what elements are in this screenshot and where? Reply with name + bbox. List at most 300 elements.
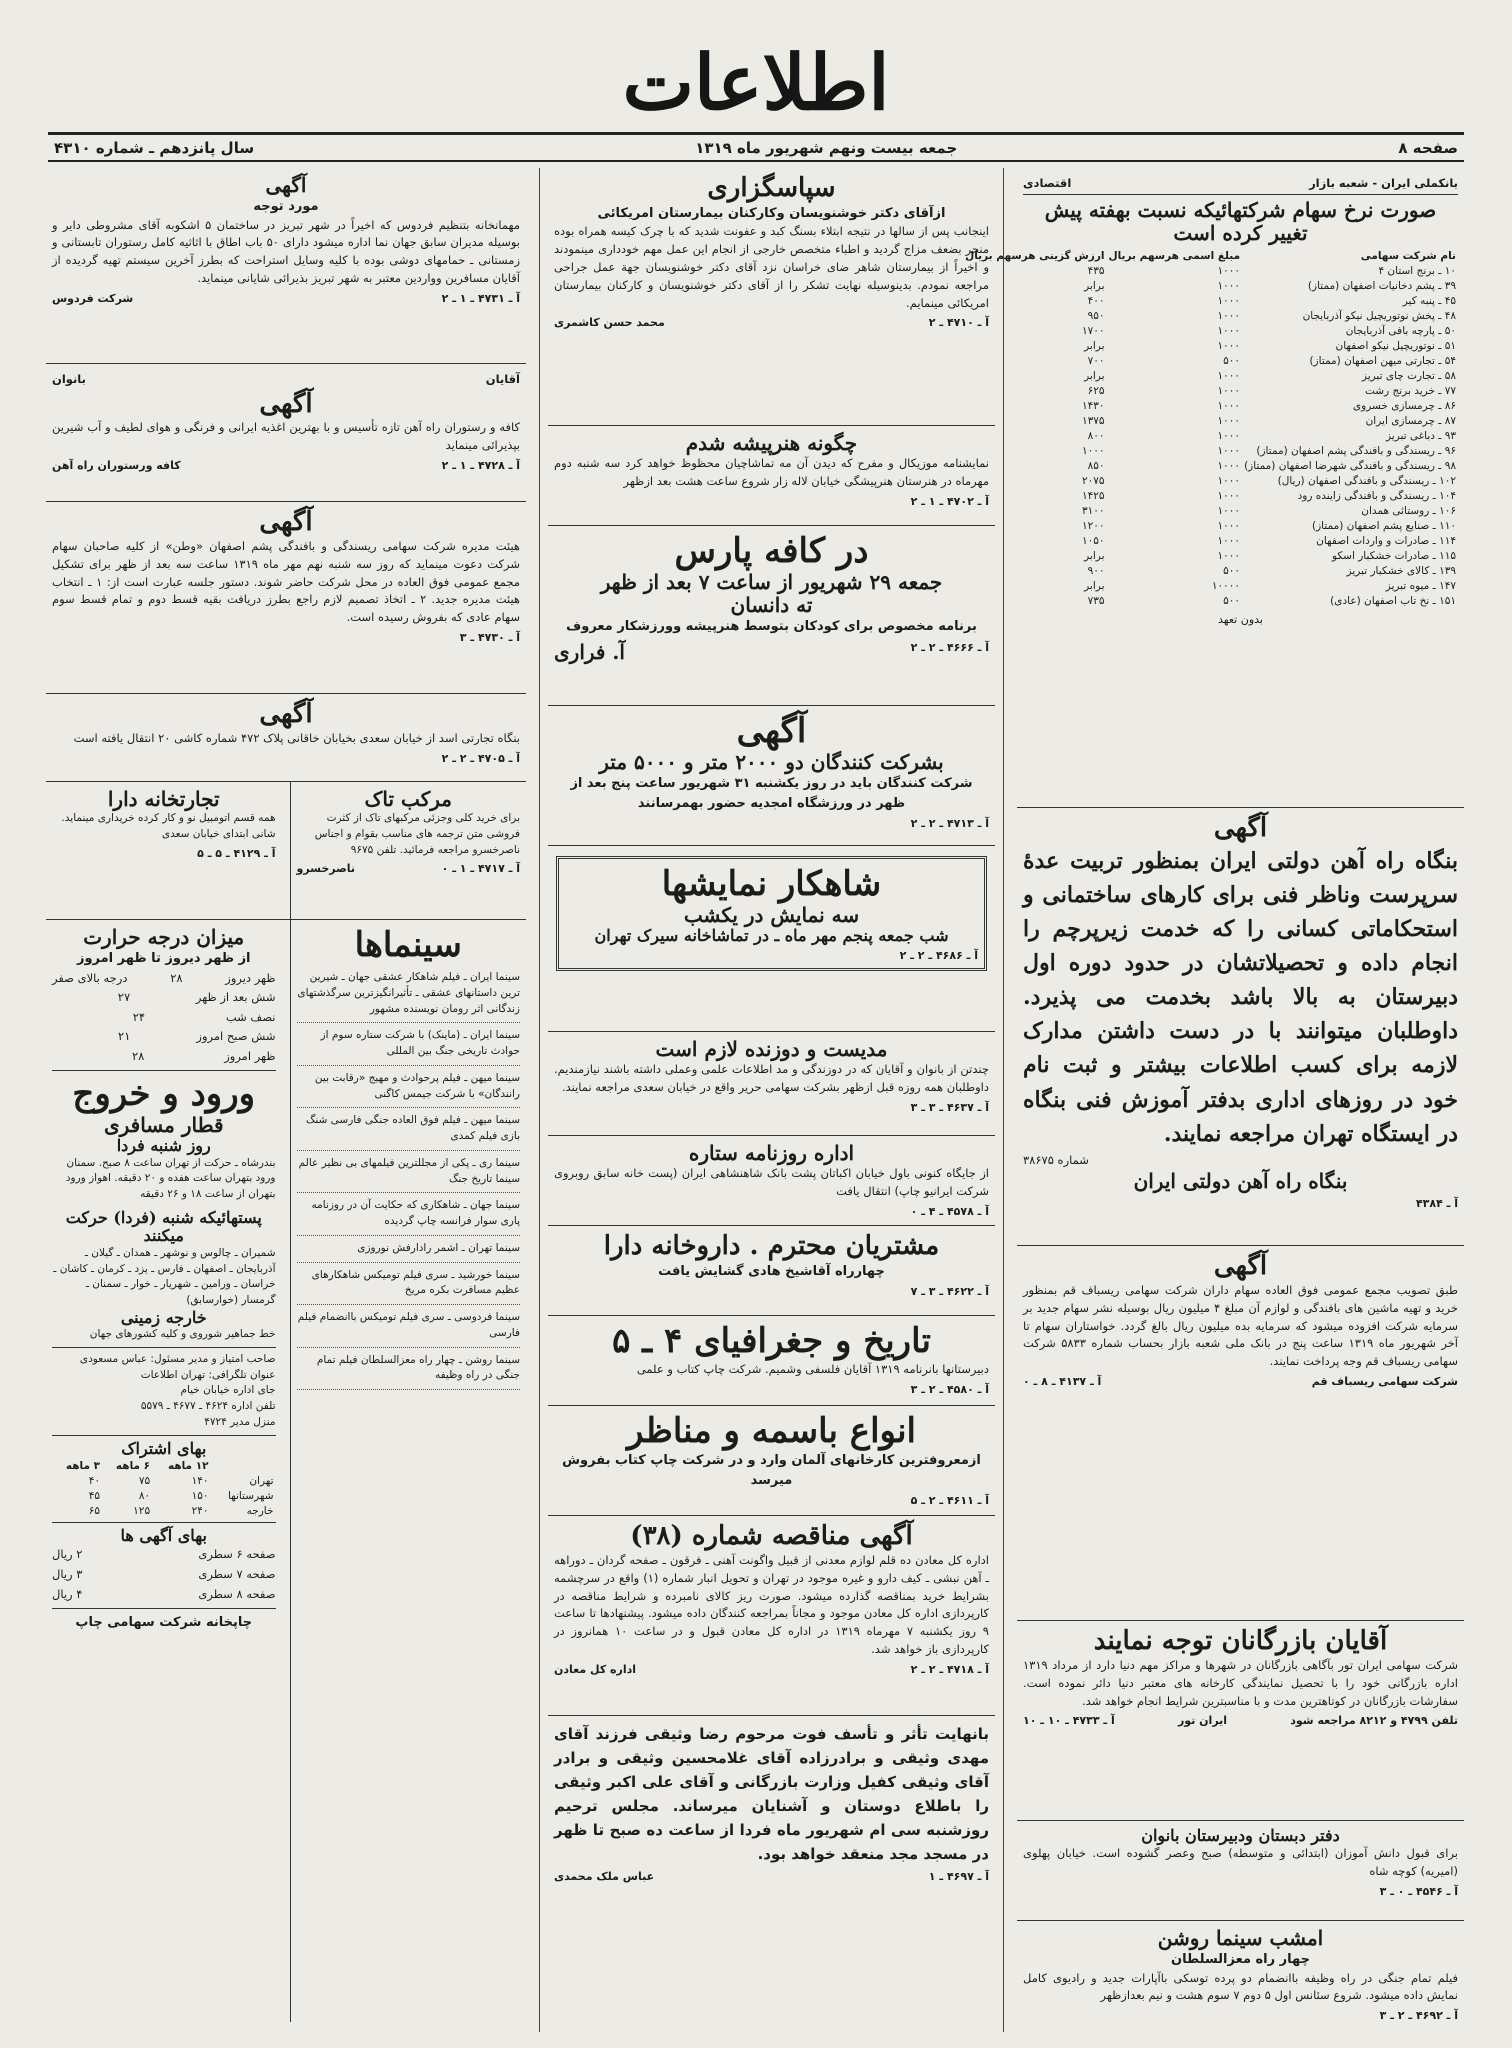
thanks-ad — [548, 168, 995, 426]
stock-nominal: ۱۰۰۰ — [1217, 460, 1241, 473]
stock-row — [963, 384, 1458, 399]
stock-nominal: ۱۰۰۰ — [1217, 445, 1241, 458]
publisher-manager-phone: منزل مدیر ۴۷۲۴ — [204, 1415, 276, 1428]
pharmacy-ad — [548, 1226, 995, 1316]
market-source: بانکملی ایران - شعبه بازار — [1309, 176, 1458, 190]
publisher-line3: جای اداره خیابان خیام — [180, 1384, 276, 1397]
stock-row — [963, 564, 1458, 579]
show-line2: شب جمعه پنجم مهر ماه ـ در تماشاخانه سیرک تهران — [594, 926, 949, 946]
left-lower-area — [46, 920, 526, 2022]
tailor-body: چندتن از بانوان و آقایان که در دوزندگی و مد اطلاعات علمی وعملی داشته باشند نیازمندیم. داوطلبان همه روزه قبل ازظهر بشرکت سهامی حریر واقع در خیابان سعدی مراجعه نمایند. — [554, 1062, 989, 1094]
ferdows-code: آ ـ ۴۷۳۱ ـ ۱ ـ ۲ — [441, 291, 520, 305]
stock-nominal: ۱۰۰۰ — [1217, 340, 1241, 353]
stock-name: ۵۸ ـ تجارت چای تبریز — [1361, 370, 1456, 383]
cafe-title: در کافه پارس — [674, 531, 869, 571]
subscription-box — [52, 1436, 276, 1523]
stock-row — [963, 414, 1458, 429]
stock-row — [963, 504, 1458, 519]
temp-value: ۲۷ — [117, 990, 131, 1005]
subscription-cell: ۲۴۰ — [191, 1504, 209, 1517]
merchants-ad — [1017, 1621, 1464, 1821]
subscription-header — [211, 1458, 276, 1473]
star-body: از جایگاه کنونی باول خیابان اکباتان پشت بانک شاهنشاهی ایران (پست خانه سابق روبروی شرکت ایرانیو چاپ) انتقال یافت — [554, 1166, 989, 1198]
temp-row — [52, 988, 276, 1008]
dateline — [48, 132, 1464, 162]
stock-nominal: ۱۰۰۰ — [1217, 280, 1241, 293]
stock-name: ۵۰ ـ پارچه بافی آذربایجان — [1345, 325, 1456, 338]
pharmacy-title: مشتریان محترم . داروخانه دارا — [603, 1231, 940, 1261]
stock-nominal: ۱۰۰۰ — [1217, 370, 1241, 383]
stock-table — [963, 249, 1458, 609]
subscription-title: بهای اشتراک — [121, 1438, 207, 1458]
stock-row — [963, 549, 1458, 564]
cinema-listing: سینما ایران ـ فیلم شاهکار عشقی جهان ـ شیرین ترین داستانهای عشقی ـ تأثیرانگیزترین سرگذشتهای زندگانی اثر رومان نویسنده مشهور — [297, 965, 521, 1023]
stock-row — [963, 399, 1458, 414]
stock-value: ۴۰۰ — [1087, 295, 1105, 308]
cinema-roshan-ad — [1017, 1921, 1464, 2021]
obituary-signature: عباس ملک محمدی — [554, 1870, 655, 1883]
stock-name: ۷۷ ـ خرید برنج رشت — [1364, 385, 1456, 398]
art-code: آ ـ ۴۷۰۲ ـ ۱ ـ ۲ — [910, 494, 989, 508]
temp-title: میزان درجه حرارت — [83, 925, 245, 949]
publisher-info — [52, 1348, 276, 1436]
history-code: آ ـ ۴۵۸۰ ـ ۲ ـ ۳ — [910, 1382, 989, 1396]
stock-name: ۵۴ ـ تجارتی میهن اصفهان (ممتاز) — [1309, 355, 1456, 368]
temp-row — [52, 1027, 276, 1047]
page-number: صفحه ۸ — [1398, 138, 1458, 157]
obituary-body: بانهایت تأثر و تأسف فوت مرحوم رضا وثیقی فرزند آقای مهدی وثیقی و برادرزاده آقای غلامحسین وثیقی و برادر آقای وثیقی کفیل وزارت بازرگانی و آقای علی اکبر وثیقی را باطلاع دوستان و آشنایان میرساند. مجلس ترحیم روزشنبه سی ام شهریور ماه فردا از ساعت ده صبح تا ظهر در مسجد مجد منعقد خواهد بود. — [554, 1725, 989, 1863]
stamps-code: آ ـ ۴۶۱۱ ـ ۲ ـ ۵ — [910, 1494, 989, 1508]
railway-cafe-ad — [46, 364, 526, 502]
tender-signature: اداره کل معادن — [554, 1662, 637, 1676]
thanks-sub: ازآقای دکتر خوشنویسان وکارکنان بیمارستان امریکائی — [597, 205, 946, 221]
ink-body: برای خرید کلی وجزئی مرکبهای تاک از کثرت فروشی متن ترجمه های مناسب بقوام و اجناس ناصرخسرو مراجعه فرمائید. تلفن ۹۶۷۵ — [314, 812, 520, 856]
cinema-listing: سینما فردوسی ـ سری فیلم تومیکس باانضمام فیلم فارسی — [297, 1305, 521, 1348]
merchants-ad-signature: ایران تور — [1177, 1714, 1228, 1728]
publisher-line1: صاحب امتیاز و مدیر مسئول: عباس مسعودی — [79, 1352, 276, 1365]
race-code: آ ـ ۴۷۱۳ ـ ۲ ـ ۲ — [910, 817, 989, 831]
cinemas-column — [290, 920, 527, 2022]
stock-nominal: ۱۰۰۰ — [1217, 550, 1241, 563]
stock-row — [963, 489, 1458, 504]
ad-price-row — [52, 1565, 276, 1585]
thanks-signature: محمد حسن کاشمری — [554, 316, 665, 330]
stock-row — [963, 579, 1458, 594]
subscription-cell: خارجه — [246, 1504, 274, 1517]
temp-row — [52, 1047, 276, 1067]
post-body: شمیران ـ چالوس و نوشهر ـ همدان ـ گیلان ـ آذربایجان ـ اصفهان ـ فارس ـ یزد ـ کرمان ـ کاشان ـ خراسان ـ ورامین ـ شهریار ـ خوار ـ سمنان ـ گرمسار (خوارسابق) — [53, 1246, 276, 1306]
trade-house-ad — [46, 694, 526, 782]
stock-row — [963, 444, 1458, 459]
temp-value: ۲۸ — [131, 1048, 145, 1063]
subscription-cell: ۷۵ — [138, 1474, 151, 1487]
cafe-pars-ad — [548, 526, 995, 706]
stock-nominal: ۱۰۰۰ — [1217, 505, 1241, 518]
thanks-body: اینجانب پس از سالها در نتیجه ابتلاء بسنگ کبد و عفونت شدید که با چرک کیسه همراه بوده منجر بضعف مزاج گردید و اطباء متخصص خارجی از انجام این عمل مهم خودداری مینمودند و اخیراً از بیمارستان شاهر ضای خراسان نزد آقای دکتر خوشنویسان جهة عمل جراحی مراجعه نمودم. بدینوسیله نهایت تشکر را از آقای دکتر خوشنویسان و کارکنان بیمارستان امریکائی مینمایم. — [554, 224, 989, 310]
subscription-header: ۳ ماهه — [65, 1459, 101, 1472]
stock-value: برابر — [1084, 280, 1105, 293]
printer: چاپخانه شرکت سهامی چاپ — [75, 1615, 253, 1631]
stock-row — [963, 324, 1458, 339]
show-code: آ ـ ۴۶۸۶ ـ ۲ ـ ۲ — [899, 949, 978, 963]
cinema-roshan-body: فیلم تمام جنگی در راه وظیفه باانضمام دو پرده توسکی باآپارات جدید و رادیوی کامل نمایش داده میشود. شروع سئانس اول ۵ دوم ۷ سوم هشت و نیم بعدازظهر — [1023, 1970, 1458, 2003]
stock-row — [963, 354, 1458, 369]
board-title: آگهی — [259, 507, 313, 537]
ad-price-value: ۴ ریال — [52, 1586, 83, 1601]
ad-price-label: صفحه ۷ سطری — [198, 1566, 276, 1581]
column-right — [965, 168, 1464, 2032]
stock-nominal: ۱۰۰۰۰ — [1211, 580, 1241, 593]
stock-name: ۱۱۰ ـ صنایع پشم اصفهان (ممتاز) — [1312, 520, 1456, 533]
cinema-listing: سینما ایران ـ (ماینک) با شرکت ستاره سوم از حوادث تاریخی جنگ بین المللی — [297, 1023, 521, 1066]
stock-row — [963, 264, 1458, 279]
travel-body: بندرشاه ـ حرکت از تهران ساعت ۸ صبح. سمنان ورود بتهران ساعت هفده و ۲۰ دقیقه. اهواز ورود بتهران از ساعت ۱۸ و ۲۶ دقیقه — [65, 1156, 276, 1201]
stock-value: ۳۱۰۰ — [1081, 505, 1105, 518]
school-ad-code: آ ـ ۴۵۴۶ ـ ۰ ـ ۳ — [1379, 1885, 1458, 1899]
travel-sub2: روز شنبه فردا — [116, 1136, 211, 1156]
travel-title: ورود و خروج — [72, 1074, 256, 1115]
tender-code: آ ـ ۴۷۱۸ ـ ۲ ـ ۲ — [910, 1662, 989, 1676]
stock-market-report — [965, 168, 1464, 808]
market-section: اقتصادی — [1023, 176, 1072, 190]
stock-name: ۱۳۹ ـ کالای خشکبار تبریز — [1346, 565, 1456, 578]
obituary-ad — [548, 1716, 995, 1916]
ad-prices-title: بهای آگهی ها — [120, 1526, 207, 1546]
stock-header: مبلغ اسمی هرسهم بریال — [1108, 250, 1241, 263]
ad-price-row — [52, 1545, 276, 1565]
issue-date: جمعه بیست ونهم شهریور ماه ۱۳۱۹ — [695, 138, 958, 157]
stock-name: ۵۱ ـ نوتوریچیل نیکو اصفهان — [1335, 340, 1456, 353]
publisher-line2: عنوان تلگرافی: تهران اطلاعات — [140, 1368, 276, 1381]
stamps-body: ازمعروفترین کارخانهای آلمان وارد و در شرکت چاپ کتاب بفروش میرسد — [562, 1453, 981, 1488]
history-book-ad — [548, 1316, 995, 1406]
stock-nominal: ۵۰۰ — [1223, 355, 1241, 368]
cafe2-body: کافه و رستوران راه آهن تازه تأسیس و با بهترین اغذیه ایرانی و فرنگی و هوای لطیف و آب شیرین بپذیرائی مینماید — [52, 420, 520, 453]
star-code: آ ـ ۴۵۷۸ ـ ۴ ـ ۰ — [910, 1204, 989, 1218]
issue-number: سال پانزدهم ـ شماره ۴۳۱۰ — [54, 138, 255, 157]
weaving-ad-signature: شرکت سهامی ریسباف قم — [1311, 1374, 1458, 1388]
publisher-phones: تلفن اداره ۴۶۲۴ ـ ۴۶۷۷ ـ ۵۵۷۹ — [140, 1400, 276, 1413]
dara-title: تجارتخانه دارا — [107, 787, 220, 811]
cafe2-right: بانوان — [52, 372, 86, 386]
stock-nominal: ۱۰۰۰ — [1217, 415, 1241, 428]
stock-name: ۱۰۴ ـ ریسندگی و بافندگی زاینده رود — [1297, 490, 1456, 503]
pharmacy-body: چهارراه آقاشیخ هادی گشایش یافت — [658, 1263, 885, 1279]
cinema-listing: سینما تهران ـ اشمر رادارفش نوروزی — [297, 1236, 521, 1263]
stock-name: ۹۸ ـ ریسندگی و بافندگی شهرضا اصفهان (ممتاز) — [1244, 460, 1456, 473]
stock-row — [963, 279, 1458, 294]
railway-ad-code: آ ـ ۴۳۸۴ — [1415, 1197, 1458, 1211]
subscription-cell: ۱۵۰ — [191, 1489, 209, 1502]
stock-value: ۴۳۵ — [1087, 265, 1105, 278]
ink-signature: ناصرخسرو — [296, 862, 356, 876]
stock-name: ۱۱۵ ـ صادرات خشکبار اسکو — [1331, 550, 1456, 563]
stock-value: ۱۰۰۰ — [1081, 445, 1105, 458]
stock-name: ۴۸ ـ پخش نوتوریچیل نیکو آذربایجان — [1302, 310, 1456, 323]
stock-value: ۸۵۰ — [1087, 460, 1105, 473]
stock-name: ۱۱۴ ـ صادرات و واردات اصفهان — [1316, 535, 1456, 548]
tailor-code: آ ـ ۴۶۳۷ ـ ۳ ـ ۳ — [910, 1100, 989, 1114]
cinema-roshan-title: امشب سینما روشن — [1157, 1926, 1324, 1950]
stock-row — [963, 339, 1458, 354]
stock-nominal: ۱۰۰۰ — [1217, 490, 1241, 503]
board-meeting-ad — [46, 502, 526, 694]
temp-unit: درجه بالای صفر — [52, 970, 128, 985]
stock-row — [963, 429, 1458, 444]
tailor-title: مدیست و دوزنده لازم است — [655, 1037, 888, 1061]
weaving-ad-title: آگهی — [1213, 1251, 1268, 1281]
cafe-code: آ ـ ۴۶۶۶ ـ ۲ ـ ۲ — [910, 640, 989, 654]
stock-name: ۸۷ ـ چرمسازی ایران — [1365, 415, 1456, 428]
stock-nominal: ۱۰۰۰ — [1217, 400, 1241, 413]
stock-nominal: ۱۰۰۰ — [1217, 265, 1241, 278]
cafe-line1: جمعه ۲۹ شهریور از ساعت ۷ بعد از ظهر — [600, 570, 943, 595]
railway-ad-title: آگهی — [1213, 813, 1268, 843]
subscription-cell: ۸۰ — [138, 1489, 151, 1502]
subscription-row — [52, 1473, 276, 1488]
stock-value: ۱۰۵۰ — [1081, 535, 1105, 548]
ferdows-title: آگهی — [265, 173, 307, 197]
cinema-listing: سینما خورشید ـ سری فیلم تومیکس شاهکارهای عظیم مسافرت بکره مریخ — [297, 1263, 521, 1306]
stock-value: برابر — [1084, 370, 1105, 383]
show-title: شاهکار نمایشها — [661, 864, 882, 904]
ad-price-value: ۳ ریال — [52, 1566, 83, 1581]
subscription-row — [52, 1488, 276, 1503]
travel-sub1: قطار مسافری — [103, 1113, 224, 1138]
cinema-listing: سینما میهن ـ فیلم فوق العاده جنگی فارسی شنگ بازی فیلم کمدی — [297, 1108, 521, 1151]
stock-name: ۱۴۷ ـ میوه تبریز — [1385, 580, 1456, 593]
subscription-cell: ۶۵ — [88, 1504, 101, 1517]
cinemas-title: سینماها — [354, 925, 462, 965]
cinema-roshan-sub: چهار راه معزالسلطان — [1171, 1952, 1310, 1967]
pharmacy-code: آ ـ ۴۶۲۲ ـ ۳ ـ ۷ — [910, 1285, 989, 1299]
temp-time: شش بعد از ظهر — [195, 990, 276, 1005]
stock-value: ۷۳۵ — [1087, 595, 1105, 608]
ad-prices-box — [52, 1523, 276, 1609]
stock-value: ۱۷۰۰ — [1081, 325, 1105, 338]
stock-value: ۲۰۷۵ — [1081, 475, 1105, 488]
stock-nominal: ۱۰۰۰ — [1217, 385, 1241, 398]
merchants-ad-body: شرکت سهامی ایران تور بآگاهی بازرگانان در شهرها و مراکز مهم دنیا دارد از مرداد ۱۳۱۹ اداره بازرگانی خود را با تحصیل نمایندگی کارخانه های معتبر دنیا دائر نموده است. سفارشات بازرگانان در کوتاهترین مدت و با مناسبترین شرایط انجام خواهد شد. — [1023, 1657, 1458, 1708]
subscription-cell: تهران — [249, 1474, 274, 1487]
stock-value: برابر — [1084, 340, 1105, 353]
stock-name: ۱۰۶ ـ روستائی همدان — [1361, 505, 1456, 518]
stock-nominal: ۱۰۰۰ — [1217, 325, 1241, 338]
history-title: تاریخ و جغرافیای ۴ ـ ۵ — [612, 1321, 931, 1361]
masthead — [0, 28, 1512, 138]
subscription-table — [52, 1458, 276, 1518]
tender-ad — [548, 1516, 995, 1716]
abroad-title: خارجه زمینی — [120, 1307, 207, 1327]
merchants-ad-phones: تلفن ۴۷۹۹ و ۸۲۱۲ مراجعه شود — [1290, 1714, 1458, 1728]
temp-time: ظهر امروز — [224, 1048, 276, 1063]
railway-ad-signature: بنگاه راه آهن دولتی ایران — [1133, 1169, 1348, 1194]
dara-body: همه قسم اتومبیل نو و کار کرده خریداری مینماید. شانی ابتدای خیابان سعدی — [61, 812, 276, 840]
trade-code: آ ـ ۴۷۰۵ ـ ۲ ـ ۲ — [441, 751, 520, 765]
subscription-cell: ۴۰ — [88, 1474, 101, 1487]
ad-price-value: ۲ ریال — [52, 1547, 83, 1562]
stock-value: ۹۰۰ — [1087, 565, 1105, 578]
ferdows-body: مهمانخانه بتنظیم فردوس که اخیراً در شهر تبریز در ساختمان ۵ اشکوبه آقای مشروطی دایر و بوسیله مدیران سابق جهان نما اداره میشود دارای ۵۰ باب اطاق با اثاثیه کامل رستوران تابستانی و زمستانی ـ حمامهای دوشی بوده با کلیه وسایل استراحت که بطرز آخرین سیستم تهیه گردیده از آقایان مسافرین وواردین معتبر به شهر تبریز بذیرائی شایانی مینماید. — [52, 217, 520, 285]
stock-name: ۱۰ ـ برنج استان ۴ — [1378, 265, 1456, 278]
stock-name: ۱۰۲ ـ ریسندگی و بافندگی اصفهان (ریال) — [1277, 475, 1456, 488]
market-note: بدون تعهد — [1218, 612, 1263, 626]
race-body: شرکت کنندگان باید در روز یکشنبه ۳۱ شهریور ساعت پنج بعد از ظهر در ورزشگاه امجدیه حضور بهمرسانند — [570, 776, 973, 811]
trade-title: آگهی — [259, 699, 313, 729]
race-sub: بشرکت کنندگان دو ۲۰۰۰ متر و ۵۰۰۰ متر — [599, 750, 944, 775]
stock-value: برابر — [1084, 550, 1105, 563]
stock-name: ۳۹ ـ پشم دخانیات اصفهان (ممتاز) — [1307, 280, 1456, 293]
railway-ad-body: بنگاه راه آهن دولتی ایران بمنظور تربیت عدهٔ سرپرست وناظر فنی برای کارهای ساختمانی و استحکاماتی کسانی را که خدمت زیرپرچم را انجام داده و تحصیلاتشان در حدود دوره اول دبیرستان به بالا باشد بخدمت می پذیرد. داوطلبان میتوانند با در دست داشتن مدارک لازمه برای کسب اطلاعات بیشتر و ثبت نام خود در روزهای اداری بدفتر آموزش فنی بنگاه در ایستگاه تهران مراجعه نمایند. — [1023, 847, 1458, 1147]
school-ad-title: دفتر دبستان ودبیرستان بانوان — [1141, 1826, 1340, 1845]
dara-code: آ ـ ۴۱۲۹ ـ ۵ ـ ۵ — [197, 846, 276, 860]
cinema-listing: سینما میهن ـ فیلم پرحوادث و مهیج «رقابت بین رانندگان» با شرکت جیمس کاگنی — [297, 1066, 521, 1109]
stock-value: ۹۵۰ — [1087, 310, 1105, 323]
ink-code: آ ـ ۴۷۱۷ ـ ۱ ـ ۰ — [441, 862, 520, 876]
board-body: هیئت مدیره شرکت سهامی ریسندگی و بافندگی پشم اصفهان «وطن» از کلیه صاحبان سهام شرکت دعوت مینماید که روز سه شنبه نهم مهر ماه ۱۳۱۹ ساعت سه بعد از ظهر برای تشکیل مجمع عمومی فوق العاده در محل شرکت حاضر شوند. دستور جلسه عبارت است از: ۱ ـ انتخاب هیئت مدیره جدید. ۲ ـ اتخاذ تصمیم لازم راجع بطرز دریافت بقیه قسط دوم و تمام قسط سوم سهام عادی که بفروش رسیده است. — [52, 538, 520, 625]
temp-value: ۲۸ — [170, 970, 183, 985]
race-ad — [548, 706, 995, 846]
column-middle — [539, 168, 1004, 2032]
stock-nominal: ۱۰۰۰ — [1217, 475, 1241, 488]
abroad-body: خط جماهیر شوروی و کلیه کشورهای جهان — [89, 1328, 276, 1341]
subscription-cell: شهرستانها — [227, 1489, 274, 1502]
school-ad-body: برای قبول دانش آموزان (ابتدائی و متوسطه) صبح وعصر گشوده است. خیابان پهلوی (امیریه) کوچه شاه — [1023, 1846, 1458, 1879]
subscription-row — [52, 1503, 276, 1518]
stock-nominal: ۱۰۰۰ — [1217, 295, 1241, 308]
ferdows-hotel-ad — [46, 168, 526, 364]
stock-row — [963, 459, 1458, 474]
stock-value: ۶۲۵ — [1087, 385, 1105, 398]
stock-value: ۸۰۰ — [1087, 430, 1105, 443]
cafe-line3: برنامه مخصوص برای کودکان بتوسط هنرپیشه وورزشکار معروف — [566, 619, 977, 635]
obituary-code: آ ـ ۴۶۹۷ ـ ۱ — [928, 1870, 989, 1883]
stock-row — [963, 309, 1458, 324]
stock-value: برابر — [1084, 580, 1105, 593]
star-title: اداره روزنامه ستاره — [688, 1141, 855, 1165]
cafe2-left: آقایان — [485, 372, 520, 386]
stock-row — [963, 534, 1458, 549]
ink-ad — [290, 782, 527, 919]
temp-sub: از ظهر دیروز تا ظهر امروز — [76, 951, 251, 966]
stamps-ad — [548, 1406, 995, 1516]
stock-header: نام شرکت سهامی — [1360, 250, 1456, 263]
tender-body: اداره کل معادن ده قلم لوازم معدنی از قبیل واگونت آهنی ـ فرقون ـ صفحه گردان ـ دوراهه ـ آهن نبشی ـ کیف دارو و غیره موجود در تهران و تحویل انبار شماره (۱) واقع در سرچشمه بشرایط خرید بمناقصه گذارده میشود. صورت ریز کالای نامبرده و شرایط مناقصه در کارپردازی اداره کل معادن موجود و مجاناً بمراجعه کنندگان داده میشود. پیشنهادها تا ساعت ۹ روز یکشنبه ۷ مهرماه ۱۳۱۹ در اداره کل معادن قبول و در ساعت ۱۰ همانروز در کارپردازی باز خواهد شد. — [554, 1552, 989, 1656]
temp-value: ۲۱ — [118, 1029, 131, 1044]
stock-row — [963, 294, 1458, 309]
temperature-box — [52, 926, 276, 1071]
stock-value: ۱۴۲۵ — [1081, 490, 1105, 503]
cafe2-signature: کافه ورستوران راه آهن — [52, 459, 181, 473]
stock-nominal: ۱۰۰۰ — [1217, 520, 1241, 533]
railway-ad-number: شماره ۳۸۶۷۵ — [1023, 1152, 1089, 1167]
cinema-listing: سینما روشن ـ چهار راه معزالسلطان فیلم تمام جنگی در راه وظیفه — [297, 1348, 521, 1391]
cafe-line2: ته دانسان — [730, 593, 813, 618]
info-column — [46, 920, 282, 2022]
tailor-ad — [548, 1032, 995, 1136]
stamps-title: انواع باسمه و مناظر — [627, 1411, 916, 1451]
subscription-cell: ۴۵ — [88, 1489, 101, 1502]
subscription-cell: ۱۲۵ — [133, 1504, 151, 1517]
ferdows-signature: شرکت فردوس — [52, 291, 134, 305]
weaving-ad-body: طبق تصویب مجمع عمومی فوق العاده سهام داران شرکت سهامی ریسباف قم بمنظور خرید و تهیه ماشین های بافندگی و لوازم آن مبلغ ۴ میلیون ریال بوسیله نشر سهام جدید بر سرمایه شرکت افزوده میشود که سرمایه بده میلیون ریال بالغ گردد. خواستاران سهام تا آخر شهریور ماه ۱۳۱۹ ساعت پنج در بانک ملی شعبه بازار بحساب شماره ۵۸۳۳ شرکت سهامی ریسباف قم وجه پرداخت نمایند. — [1023, 1282, 1458, 1369]
art-title: چگونه هنرپیشه شدم — [685, 431, 858, 455]
ferdows-sub: مورد توجه — [253, 199, 319, 214]
stock-name: ۱۵۱ ـ نخ تاب اصفهان (عادی) — [1330, 595, 1456, 608]
cinema-roshan-code: آ ـ ۴۶۹۲ ـ ۲ ـ ۳ — [1379, 2009, 1458, 2023]
ink-and-dara-row — [46, 782, 526, 920]
stock-row — [963, 369, 1458, 384]
show-ad — [548, 846, 995, 1032]
stock-name: ۸۶ ـ چرمسازی خسروی — [1352, 400, 1456, 413]
railway-ad — [1017, 808, 1464, 1246]
weaving-ad-code: آ ـ ۴۱۳۷ ـ ۸ ـ ۰ — [1023, 1374, 1102, 1388]
stock-name: ۴۵ ـ پنبه کیر — [1402, 295, 1456, 308]
stock-value: ۱۲۰۰ — [1081, 520, 1105, 533]
column-left — [46, 168, 526, 2032]
ad-price-label: صفحه ۶ سطری — [198, 1547, 276, 1562]
temp-value: ۲۴ — [132, 1009, 146, 1024]
subscription-header: ۶ ماهه — [115, 1459, 151, 1472]
stock-nominal: ۵۰۰ — [1223, 595, 1241, 608]
stock-name: ۹۳ ـ دباغی تبریز — [1385, 430, 1456, 443]
stock-name: ۹۶ ـ ریسندگی و بافندگی پشم اصفهان (ممتاز) — [1256, 445, 1456, 458]
post-title: پستهائیکه شنبه (فردا) حرکت میکنند — [65, 1207, 262, 1246]
thanks-code: آ ـ ۴۷۱۰ ـ ۲ — [928, 316, 989, 330]
school-ad — [1017, 1821, 1464, 1921]
stock-nominal: ۱۰۰۰ — [1217, 535, 1241, 548]
board-code: آ ـ ۴۷۳۰ ـ ۳ — [459, 630, 520, 644]
stock-nominal: ۱۰۰۰ — [1217, 430, 1241, 443]
stock-nominal: ۵۰۰ — [1223, 565, 1241, 578]
ad-price-label: صفحه ۸ سطری — [198, 1586, 276, 1601]
history-body: دبیرستانها بانرنامه ۱۳۱۹ آقایان فلسفی وشمیم. شرکت چاپ کتاب و علمی — [636, 1362, 989, 1377]
tender-title: آگهی مناقصه شماره (۳۸) — [630, 1521, 913, 1551]
dara-ad — [46, 782, 282, 919]
stock-value: ۱۴۳۰ — [1081, 400, 1105, 413]
cafe-name: آ. فراری — [554, 639, 625, 664]
market-title: صورت نرخ سهام شرکتهائیکه نسبت بهفته پیش تغییر کرده است — [1044, 197, 1437, 245]
stock-nominal: ۱۰۰۰ — [1217, 310, 1241, 323]
show-line1: سه نمایش در یکشب — [683, 903, 860, 928]
stock-value: ۱۳۷۵ — [1081, 415, 1105, 428]
star-newspaper-ad — [548, 1136, 995, 1226]
art-ad — [548, 426, 995, 526]
thanks-title: سپاسگزاری — [707, 173, 836, 203]
temp-time: نصف شب — [225, 1009, 276, 1024]
stock-row — [963, 519, 1458, 534]
art-body: نمایشنامه موزیکال و مفرح که دیدن آن مه تماشاچیان محظوظ خواهد کرد سه شنبه دوم مهرماه در هنرستان هنرپیشگی خیابان لاله زار شروع ساعت هشت بعد ازظهر — [554, 456, 989, 488]
stock-header: ارزش گزینی هرسهم بریال — [965, 250, 1105, 263]
masthead-title: اطلاعات — [622, 38, 890, 127]
stock-row — [963, 594, 1458, 609]
temp-row — [52, 1008, 276, 1028]
subscription-header: ۱۲ ماهه — [167, 1459, 209, 1472]
weaving-ad — [1017, 1246, 1464, 1621]
temp-row — [52, 969, 276, 989]
ink-title: مرکب تاک — [364, 787, 452, 811]
stock-value: ۷۰۰ — [1087, 355, 1105, 368]
ad-price-row — [52, 1585, 276, 1605]
cafe2-code: آ ـ ۴۷۲۸ ـ ۱ ـ ۲ — [441, 459, 520, 473]
travel-box — [52, 1071, 276, 1348]
stock-row — [963, 474, 1458, 489]
merchants-ad-title: آقایان بازرگانان توجه نمایند — [1093, 1626, 1388, 1656]
race-title: آگهی — [736, 711, 807, 751]
cinema-listing: سینما ری ـ پکی از مجللترین فیلمهای بی نظیر عالم سینما تاریخ جنگ — [297, 1151, 521, 1194]
temp-time: شش صبح امروز — [196, 1029, 276, 1044]
subscription-cell: ۱۴۰ — [191, 1474, 209, 1487]
